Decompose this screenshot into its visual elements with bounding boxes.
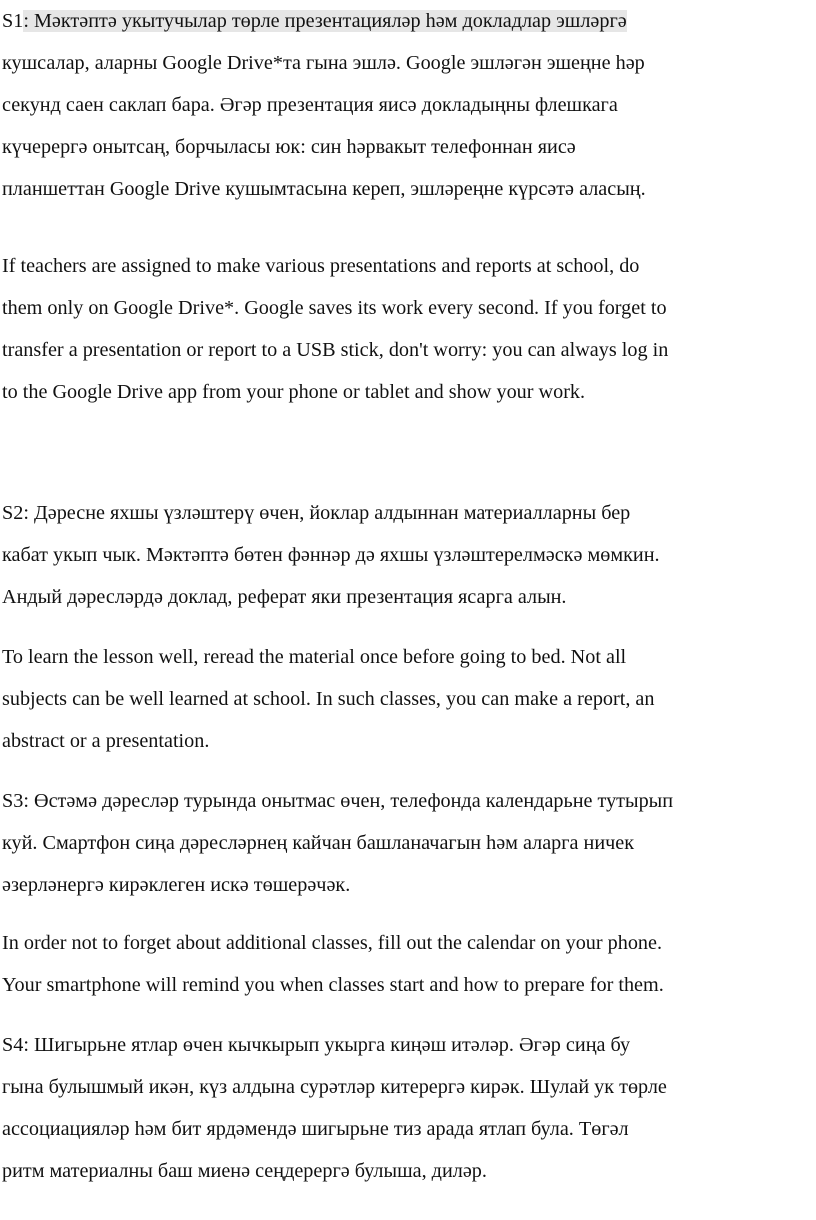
section-label: S1 bbox=[2, 10, 24, 32]
text-line bbox=[2, 780, 814, 822]
text-line: Your smartphone will remind you when classes start and how to prepare for them. bbox=[2, 974, 664, 996]
text-line: планшеттан Google Drive кушымтасына кереп, эшләреңне күрсәтә аласың. bbox=[2, 178, 646, 200]
text-line: кушсалар, аларны Google Drive*та гына эшлә. Google эшләгән эшеңне һәр bbox=[2, 52, 645, 74]
text-line: куй. Смартфон сиңа дәресләрнең кайчан башланачагын һәм аларга ничек bbox=[2, 832, 635, 854]
label-colon: : Өстәмә дәресләр турында онытмас өчен, телефонда календарьне тутырып bbox=[23, 790, 674, 812]
text-line: гына булышмый икән, күз алдына сурәтләр китерергә кирәк. Шулай ук төрле bbox=[2, 1076, 667, 1098]
section-3-tatar bbox=[2, 780, 814, 906]
text-line: әзерләнергә кирәклеген искә төшерәчәк. bbox=[2, 874, 351, 896]
text-line: секунд саен саклап бара. Әгәр презентация яисә докладыңны флешкага bbox=[2, 94, 618, 116]
section-1-english bbox=[2, 245, 814, 413]
text-line bbox=[2, 1024, 814, 1066]
section-label: S3 bbox=[2, 790, 24, 812]
text-line: In order not to forget about additional classes, fill out the calendar on your phone. bbox=[2, 932, 663, 954]
text-line: transfer a presentation or report to a USB stick, don't worry: you can always log in bbox=[2, 339, 669, 361]
text-line: кабат укып чык. Мәктәптә бөтен фәннәр дә яхшы үзләштерелмәскә мөмкин. bbox=[2, 544, 660, 566]
section-label: S2 bbox=[2, 502, 24, 524]
label-colon: : Шигырьне ятлар өчен кычкырып укырга киңәш итәләр. Әгәр сиңа бу bbox=[23, 1034, 631, 1056]
text-line: them only on Google Drive*. Google saves its work every second. If you forget to bbox=[2, 297, 667, 319]
text-line bbox=[2, 0, 814, 42]
text-line: ассоциацияләр һәм бит ярдәмендә шигырьне тиз арада ятлап була. Төгәл bbox=[2, 1118, 629, 1140]
text-line bbox=[2, 492, 814, 534]
label-colon: : Мәктәптә укытучылар төрле презентацияләр һәм докладлар эшләргә bbox=[23, 10, 627, 32]
label-colon: : Дәресне яхшы үзләштерү өчен, йоклар алдыннан материалларны бер bbox=[23, 502, 631, 524]
text-line: subjects can be well learned at school. In such classes, you can make a report, an bbox=[2, 688, 655, 710]
section-2-tatar bbox=[2, 492, 814, 618]
section-2-english bbox=[2, 636, 814, 762]
text-line: If teachers are assigned to make various presentations and reports at school, do bbox=[2, 255, 640, 277]
text-line: Андый дәресләрдә доклад, реферат яки презентация ясарга алын. bbox=[2, 586, 567, 608]
text-line: To learn the lesson well, reread the material once before going to bed. Not all bbox=[2, 646, 627, 668]
text-line: күчерергә онытсаң, борчыласы юк: син һәрвакыт телефоннан яисә bbox=[2, 136, 576, 158]
text-line: to the Google Drive app from your phone or tablet and show your work. bbox=[2, 381, 586, 403]
text-line: ритм материалны баш миенә сеңдерергә булыша, диләр. bbox=[2, 1160, 487, 1182]
section-4-tatar bbox=[2, 1024, 814, 1192]
section-label: S4 bbox=[2, 1034, 24, 1056]
section-3-english bbox=[2, 922, 814, 1006]
section-1-tatar bbox=[2, 0, 814, 210]
text-line: abstract or a presentation. bbox=[2, 730, 210, 752]
